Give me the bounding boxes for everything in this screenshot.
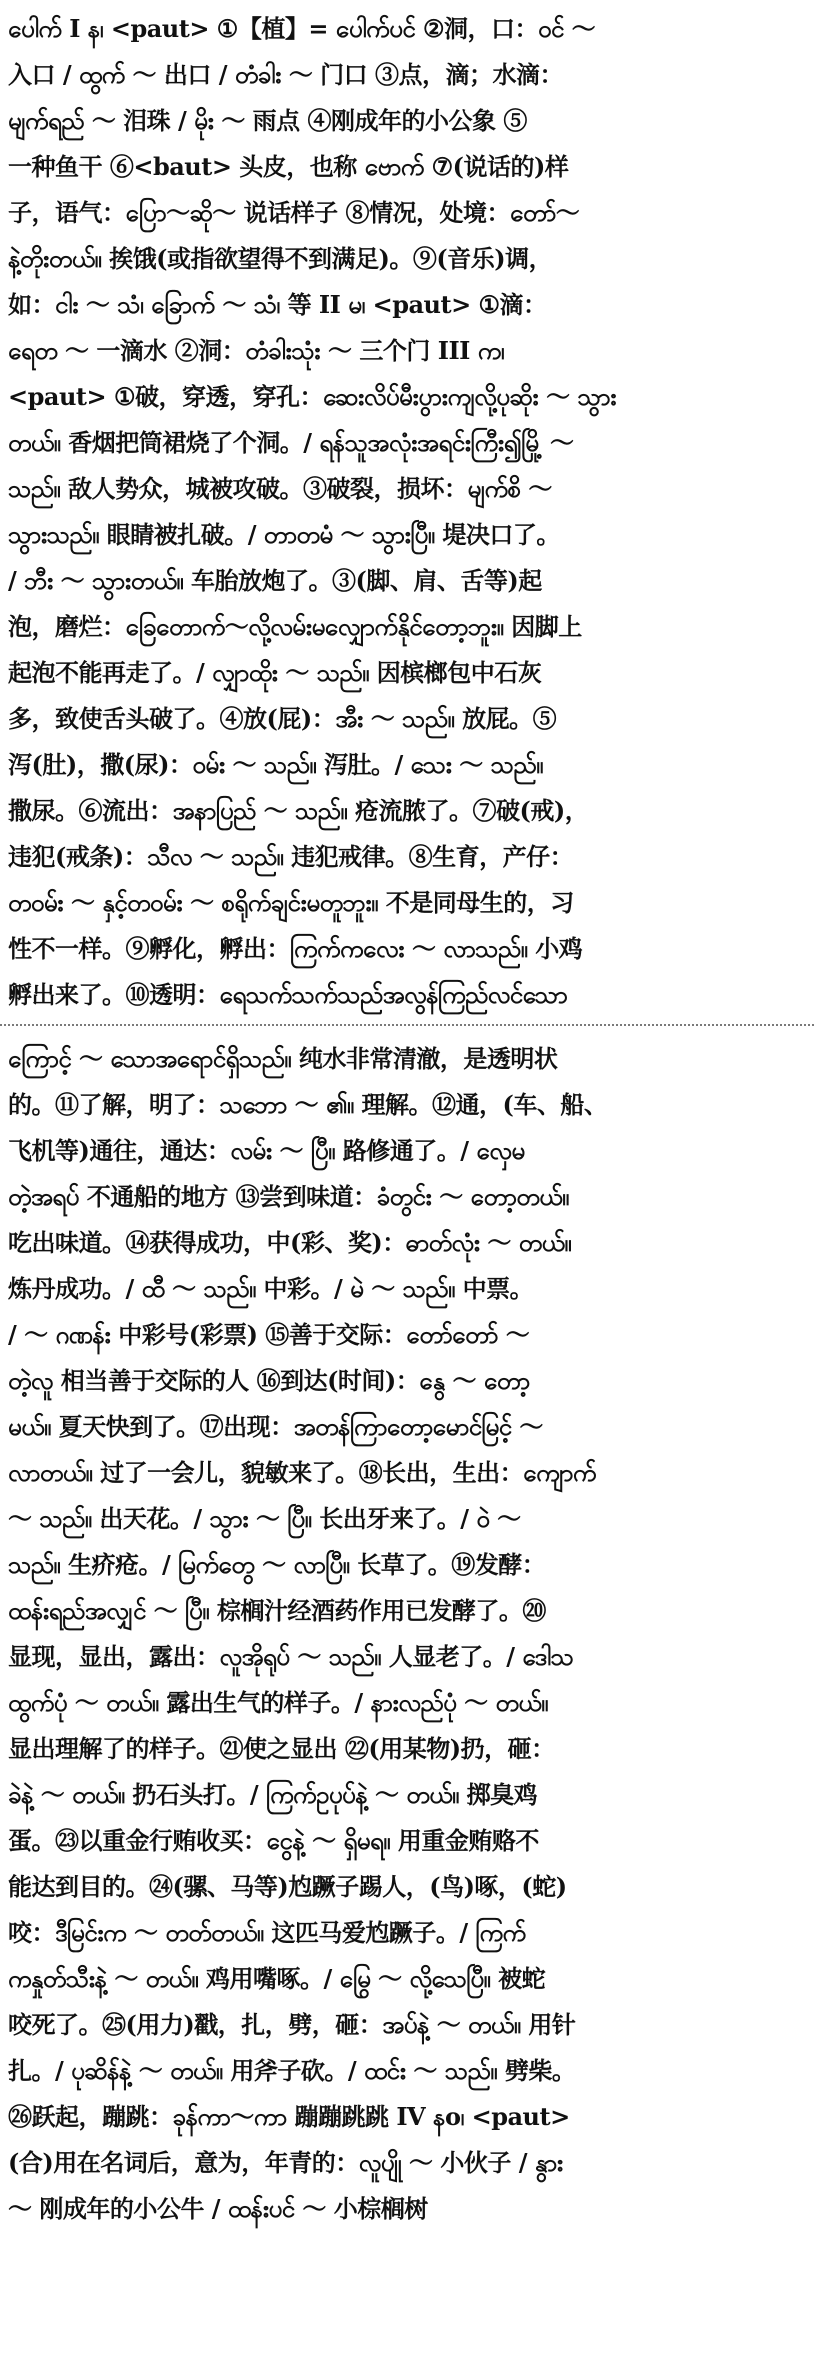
entry-line: ထန်းရည်အလျှင် ～ ပြီ။ 棕榈汁经酒药作用已发酵了。⑳ xyxy=(8,1596,546,1625)
entry-line: ㉖跃起，蹦跳：ခုန်ကာ～ကာ 蹦蹦跳跳 IV နo၊ <paut> xyxy=(8,2102,570,2131)
entry-line: ရေတ ～ 一滴水 ②洞：တံခါးသုံး ～ 三个门 III က၊ xyxy=(8,336,505,365)
entry-line: နဲ့တိုးတယ်။ 挨饿(或指欲望得不到满足)。⑨(音乐)调， xyxy=(8,244,553,273)
entry-line: မယ်။ 夏天快到了。⑰出现：အတန်ကြာတော့မောင်မြင့် ～ xyxy=(8,1412,543,1441)
entry-line: တဲ့လူ 相当善于交际的人 ⑯到达(时间)：နွေ ～ တော့ xyxy=(8,1366,530,1395)
entry-line: 显现，显出，露出：လူအိုရုပ် ～ သည်။ 人显老了。/ ဒေါသ xyxy=(8,1642,574,1671)
entry-column-top xyxy=(0,6,814,1018)
entry-line: ～ သည်။ 出天花。/ သွား ～ ပြီ။ 长出牙来了。/ ဝဲ ～ xyxy=(8,1504,521,1533)
entry-line: / ～ ဂဏန်း 中彩号(彩票) ⑮善于交际：တော်တော် ～ xyxy=(8,1320,530,1349)
entry-line: (合)用在名词后，意为，年青的：လူပျို ～ 小伙子 / နွား xyxy=(8,2148,563,2177)
entry-line: 炼丹成功。/ ထီ ～ သည်။ 中彩。/ မဲ ～ သည်။ 中票。 xyxy=(8,1274,534,1303)
entry-column-bottom xyxy=(0,1036,814,2232)
entry-line: ပေါက် I န၊ <paut> ①【植】= ပေါက်ပင် ②洞，口：ဝင် ～ xyxy=(8,14,596,43)
entry-line: 孵出来了。⑩透明：ရေသက်သက်သည်အလွန်ကြည်လင်သော xyxy=(8,980,568,1009)
entry-line: / ဘီး ～ သွားတယ်။ 车胎放炮了。③(脚、肩、舌等)起 xyxy=(8,566,542,595)
entry-line: 飞机等)通往，通达：လမ်း ～ ပြီ။ 路修通了。/ လှေမ xyxy=(8,1136,525,1165)
entry-line: သည်။ 敌人势众，城被攻破。③破裂，损坏：မျက်စိ ～ xyxy=(8,474,552,503)
entry-line: <paut> ①破，穿透，穿孔：ဆေးလိပ်မီးပွားကျလို့ပုဆိုး ～ သွား xyxy=(8,382,617,411)
entry-line: ကြောင့် ～ သောအရောင်ရှိသည်။ 纯水非常清澈，是透明状 xyxy=(8,1044,558,1073)
entry-line: 撒尿。⑥流出：အနာပြည် ～ သည်။ 疮流脓了。⑦破(戒)， xyxy=(8,796,589,825)
entry-line: 子，语气：ပြော～ဆို～ 说话样子 ⑧情况，处境：တော်～ xyxy=(8,198,580,227)
entry-line: 起泡不能再走了。/ လျှာထိုး ～ သည်။ 因槟榔包中石灰 xyxy=(8,658,542,687)
entry-line: 显出理解了的样子。㉑使之显出 ㉒(用某物)扔，砸： xyxy=(8,1734,555,1763)
entry-line: 能达到目的。㉔(骡、马等)尥蹶子踢人，(鸟)啄，(蛇) xyxy=(8,1872,567,1901)
entry-line: 泻(肚)，撒(尿)：ဝမ်း ～ သည်။ 泻肚。/ သေး ～ သည်။ xyxy=(8,750,543,779)
entry-line: သွားသည်။ 眼睛被扎破。/ တာတမံ ～ သွားပြီ။ 堤决口了。 xyxy=(8,520,560,549)
entry-line: သည်။ 生疥疮。/ မြက်တွေ ～ လာပြီ။ 长草了。⑲发酵： xyxy=(8,1550,546,1579)
entry-line: မျက်ရည် ～ 泪珠 / မိုး ～ 雨点 ④刚成年的小公象 ⑤ xyxy=(8,106,527,135)
entry-line: 入口 / ထွက် ～ 出口 / တံခါး ～ 门口 ③点，滴；水滴： xyxy=(8,60,564,89)
entry-line: 一种鱼干 ⑥<baut> 头皮，也称 ဗောက် ⑦(说话的)样 xyxy=(8,152,569,181)
entry-line: တဲ့အရပ် 不通船的地方 ⑬尝到味道：ခံတွင်း ～ တော့တယ်။ xyxy=(8,1182,569,1211)
entry-line: 泡，磨烂：ခြေတောက်～လို့လမ်းမလျှောက်နိုင်တော့ဘူး။ 因脚上 xyxy=(8,612,582,641)
entry-line: 如：ငါး ～ သံ၊ ခြောက် ～ သံ၊ 等 II မ၊ <paut> ①滴： xyxy=(8,290,547,319)
entry-line: 多，致使舌头破了。④放(屁)：အီး ～ သည်။ 放屁。⑤ xyxy=(8,704,557,733)
entry-line: 扎。/ ပုဆိန်နဲ့ ～ တယ်။ 用斧子砍。/ ထင်း ～ သည်။ 劈柴。 xyxy=(8,2056,576,2085)
entry-line: 咬死了。㉕(用力)戳，扎，劈，砸：အပ်နဲ့ ～ တယ်။ 用针 xyxy=(8,2010,576,2039)
entry-line: လာတယ်။ 过了一会儿，貌敏来了。⑱长出，生出：ကျောက် xyxy=(8,1458,596,1487)
entry-line: 吃出味道。⑭获得成功，中(彩、奖)：ဓာတ်လုံး ～ တယ်။ xyxy=(8,1228,572,1257)
entry-line: တဝမ်း ～ နှင့်တဝမ်း ～ စရိုက်ချင်းမတူဘူး။ 不是同母生的，习 xyxy=(8,888,574,917)
entry-line: ကနှုတ်သီးနဲ့ ～ တယ်။ 鸡用嘴啄。/ မြွေ ～ လို့သေပြီ။ 被蛇 xyxy=(8,1964,546,1993)
entry-line: ခဲနဲ့ ～ တယ်။ 扔石头打。/ ကြက်ဥပုပ်နဲ့ ～ တယ်။ 掷臭鸡 xyxy=(8,1780,538,1809)
entry-line: 蛋。㉓以重金行贿收买：ငွေနဲ့ ～ ရှိမရ။ 用重金贿赂不 xyxy=(8,1826,539,1855)
entry-line: 的。⑪了解，明了：သဘော ～ ၏။ 理解。⑫通，(车、船、 xyxy=(8,1090,608,1119)
entry-line: ထွက်ပုံ ～ တယ်။ 露出生气的样子。/ နားလည်ပုံ ～ တယ်။ xyxy=(8,1688,548,1717)
entry-line: 性不一样。⑨孵化，孵出：ကြက်ကလေး ～ လာသည်။ 小鸡 xyxy=(8,934,583,963)
entry-line: ～ 刚成年的小公牛 / ထန်းပင် ～ 小棕榈树 xyxy=(8,2194,428,2223)
entry-line: တယ်။ 香烟把筒裙烧了个洞。/ ရန်သူအလုံးအရင်းကြီး၍မြို့ ～ xyxy=(8,428,574,457)
entry-line: 咬：ဒီမြင်းက ～ တတ်တယ်။ 这匹马爱尥蹶子。/ ကြက် xyxy=(8,1918,526,1947)
entry-line: 违犯(戒条)：သီလ ～ သည်။ 违犯戒律。⑧生育，产仔： xyxy=(8,842,574,871)
page-divider xyxy=(0,1024,814,1026)
